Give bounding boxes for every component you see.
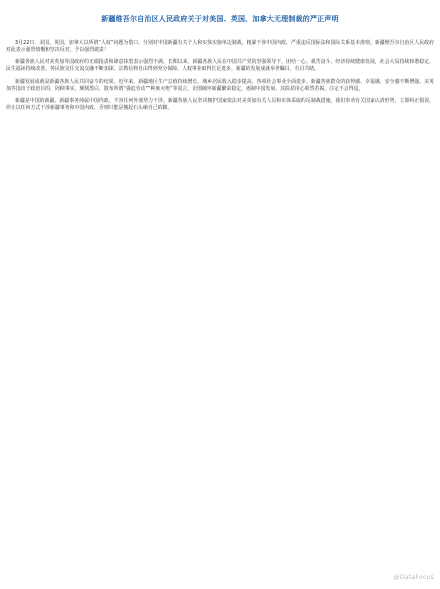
paragraph: 3月22日，美国、英国、加拿大以所谓“人权”问题为借口，分别对中国新疆有关个人和实体实施单边制裁，粗暴干涉中国内政，严重违反国际法和国际关系基本准则。新疆维吾尔自治区人民政府对此表示强烈愤慨和坚决反对，予以强烈谴责！ (6, 40, 434, 53)
watermark: @DataFocus (393, 574, 434, 581)
document-title: 新疆维吾尔自治区人民政府关于对美国、英国、加拿大无理制裁的严正声明 (101, 15, 339, 23)
document-body (6, 40, 434, 112)
paragraph: 新疆是中国的新疆，新疆事务纯属中国内政，不容任何外部势力干涉。新疆各族人民坚决拥护国家依法对美英加有关人员和实体采取的反制裁措施。我们奉劝有关国家认清形势，立即纠正错误，停止以任何方式干涉新疆事务和中国内政，否则只能是搬起石头砸自己的脚。 (6, 98, 434, 111)
paragraph: 新疆发展成就是新疆各族人民共同奋斗的结果。近年来，新疆地区生产总值持续增长，城乡居民收入稳步提高，各项社会事业全面进步。新疆各族群众的获得感、幸福感、安全感不断增强。美英加等国出于政治目的，罔顾事实、颠倒黑白，散布所谓“强迫劳动”“种族灭绝”等谎言，企图破坏新疆繁荣稳定，遏制中国发展，其险恶用心昭然若揭，注定不会得逞。 (6, 78, 434, 92)
paragraph: 新疆各族人民对美英加等国政府的无端指责和肆意抹黑表示强烈不满。长期以来，新疆各族人民在中国共产党的坚强领导下，团结一心、艰苦奋斗，经济持续健康发展，社会大局持续和谐稳定，民生福祉持续改善，各民族交往交流交融不断加深，宗教信仰自由得到充分保障，人权事业取得长足进步。新疆的发展成就举世瞩目，有目共睹。 (6, 59, 434, 73)
